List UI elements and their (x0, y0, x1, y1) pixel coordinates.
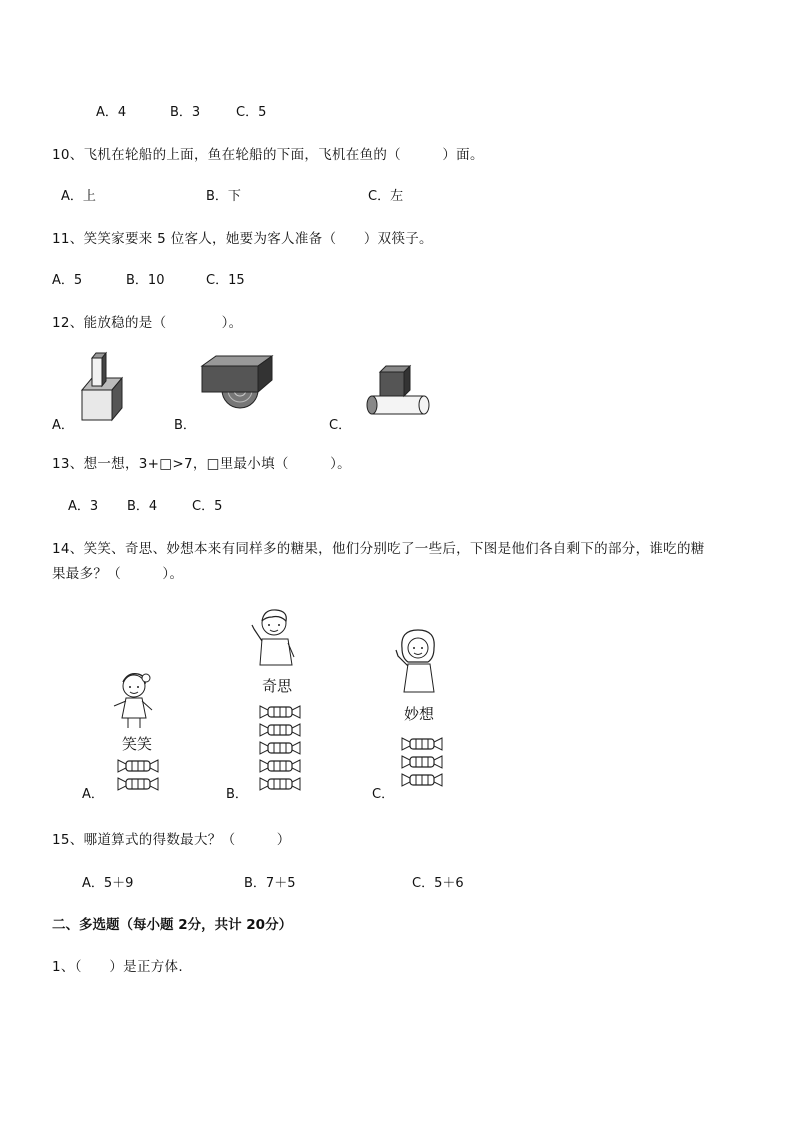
q11-option-a: A．5 (52, 273, 83, 288)
xiaoxiao-name: 笑笑 (122, 735, 153, 753)
q10-text: 10、飞机在轮船的上面，鱼在轮船的下面，飞机在鱼的（ ）面。 (52, 147, 484, 163)
q14-option-b: B． (226, 787, 248, 802)
q14-option-a: A． (82, 787, 104, 802)
section-2-title: 二、多选题（每小题 2分，共计 20分） (52, 917, 293, 933)
cube-on-cylinder-image (366, 362, 432, 418)
candy-icon (116, 776, 160, 792)
candy-icon (258, 740, 302, 756)
stacked-blocks-image (78, 350, 130, 422)
q14-text-line1: 14、笑笑、奇思、妙想本来有同样多的糖果，他们分别吃了一些后，下图是他们各自剩下的部分，谁吃的糖 (52, 541, 705, 557)
miaoxiang-name: 妙想 (404, 705, 435, 723)
box-on-ball-image (200, 354, 276, 414)
q9-option-c: C．5 (236, 105, 267, 120)
q10-option-c: C．左 (368, 189, 404, 204)
xiaoxiao-girl-icon (108, 668, 158, 732)
q11-option-b: B．10 (126, 273, 165, 288)
q9-option-b: B．3 (170, 105, 201, 120)
q14-option-c: C． (372, 787, 395, 802)
q11-option-c: C．15 (206, 273, 245, 288)
q9-option-a: A．4 (96, 105, 127, 120)
q12-text: 12、能放稳的是（ ）。 (52, 315, 243, 331)
qisi-boy-icon (248, 605, 300, 669)
q12-option-a: A． (52, 418, 74, 433)
q15-option-b: B．7＋5 (244, 876, 296, 891)
q13-text: 13、想一想，3+□>7，□里最小填（ ）。 (52, 456, 351, 472)
q10-option-a: A．上 (61, 189, 96, 204)
q13-option-a: A．3 (68, 499, 99, 514)
candy-icon (258, 758, 302, 774)
m1-text: 1、（ ）是正方体. (52, 959, 183, 975)
q11-text: 11、笑笑家要来 5 位客人，她要为客人准备（ ）双筷子。 (52, 231, 433, 247)
q13-option-c: C．5 (192, 499, 223, 514)
qisi-name: 奇思 (262, 677, 293, 695)
q15-option-c: C．5＋6 (412, 876, 464, 891)
candy-icon (258, 776, 302, 792)
candy-icon (116, 758, 160, 774)
miaoxiang-girl-icon (392, 626, 442, 696)
candy-icon (400, 736, 444, 752)
q12-option-c: C． (329, 418, 352, 433)
q15-text: 15、哪道算式的得数最大？（ ） (52, 832, 291, 848)
candy-icon (400, 754, 444, 770)
q13-option-b: B．4 (127, 499, 158, 514)
q15-option-a: A．5＋9 (82, 876, 134, 891)
candy-icon (258, 722, 302, 738)
q10-option-b: B．下 (206, 189, 241, 204)
candy-icon (258, 704, 302, 720)
candy-icon (400, 772, 444, 788)
q12-option-b: B． (174, 418, 196, 433)
q14-text-line2: 果最多？（ ）。 (52, 566, 184, 582)
